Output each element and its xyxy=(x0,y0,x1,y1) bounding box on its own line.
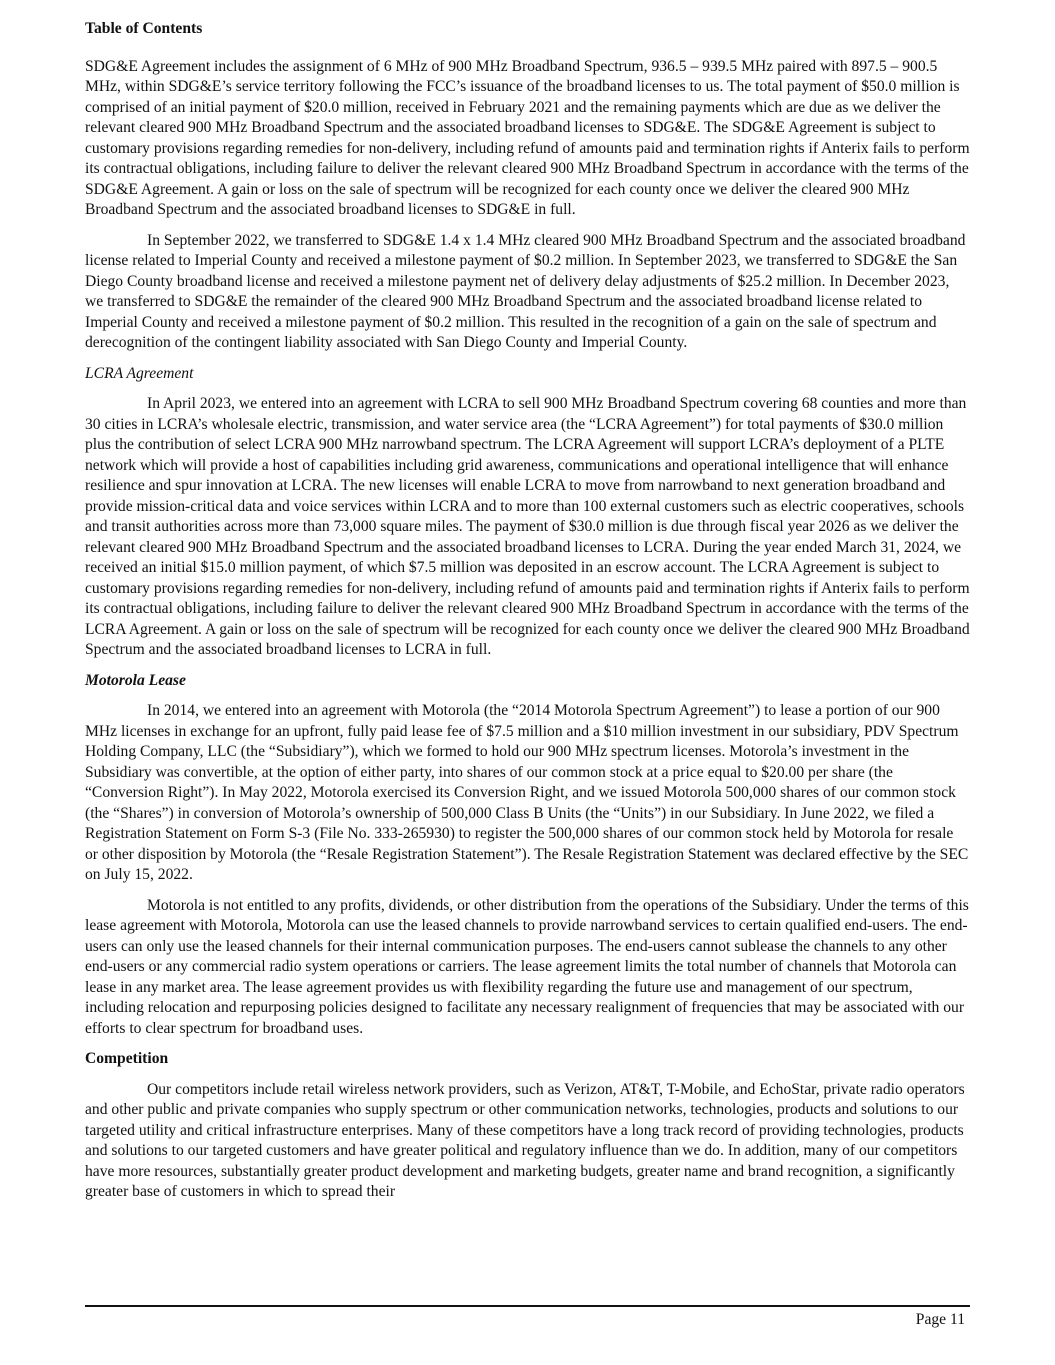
lcra-agreement-heading: LCRA Agreement xyxy=(85,364,194,382)
footer-divider xyxy=(85,1305,970,1307)
page-number: Page 11 xyxy=(915,1311,965,1328)
lcra-agreement-paragraph: In April 2023, we entered into an agreement with LCRA to sell 900 MHz Broadband Spectrum covering 68 counties and more than 30 cities in LCRA’s wholesale electric, transmission, and water service area (the “LCRA Agreement”) for total payments of $30.0 million plus the contribution of select LCRA 900 MHz narrowband spectrum. The LCRA Agreement will support LCRA’s deployment of a PLTE network which will provide a host of capabilities including grid awareness, communications and operational intelligence that will enhance resilience and spur innovation at LCRA. The new licenses will enable LCRA to move from narrowband to next generation broadband and provide mission-critical data and voice services within LCRA and to more than 100 external customers such as electric cooperatives, schools and transit authorities across more than 73,000 square miles. The payment of $30.0 million is due through fiscal year 2026 as we deliver the relevant cleared 900 MHz Broadband Spectrum and the associated broadband licenses to LCRA. During the year ended March 31, 2024, we received an initial $15.0 million payment, of which $7.5 million was deposited in an escrow account. The LCRA Agreement is subject to customary provisions regarding remedies for non-delivery, including refund of amounts paid and termination rights if Anterix fails to perform its contractual obligations, including failure to deliver the relevant cleared 900 MHz Broadband Spectrum in accordance with the terms of the LCRA Agreement. A gain or loss on the sale of spectrum will be recognized for each county once we deliver the cleared 900 MHz Broadband Spectrum and the associated broadband licenses to LCRA in full. xyxy=(85,395,970,658)
document-page xyxy=(85,16,970,1213)
table-of-contents-link[interactable]: Table of Contents xyxy=(85,20,203,37)
competition-heading: Competition xyxy=(85,1050,169,1067)
motorola-lease-paragraph-2: Motorola is not entitled to any profits, dividends, or other distribution from the operations of the Subsidiary. Under the terms of this lease agreement with Motorola, Motorola can use the leased channels to provide narrowband services to certain qualified end-users. The end-users can only use the leased channels for their internal communication purposes. The end-users cannot sublease the channels to any other end-users or any commercial radio system operations or carriers. The lease agreement limits the total number of channels that Motorola can lease in any market area. The lease agreement provides us with flexibility regarding the future use and management of our spectrum, including relocation and repurposing policies designed to facilitate any necessary realignment of frequencies that may be associated with our efforts to clear spectrum for broadband uses. xyxy=(85,896,969,1037)
competition-paragraph: Our competitors include retail wireless network providers, such as Verizon, AT&T, T-Mobile, and EchoStar, private radio operators and other public and private companies who supply spectrum or other communication networks, technologies, products and solutions to our targeted utility and critical infrastructure enterprises. Many of these competitors have a long track record of providing technologies, products and solutions to our targeted customers and have greater political and regulatory influence than we do. In addition, many of our competitors have more resources, substantially greater product development and marketing budgets, greater name and brand recognition, a significantly greater base of customers in which to spread their xyxy=(85,1080,965,1200)
sdge-transfers-paragraph: In September 2022, we transferred to SDG&E 1.4 x 1.4 MHz cleared 900 MHz Broadband Spectrum and the associated broadband license related to Imperial County and received a milestone payment of $0.2 million. In September 2023, we transferred to SDG&E the San Diego County broadband license and received a milestone payment net of delivery delay adjustments of $25.2 million. In December 2023, we transferred to SDG&E the remainder of the cleared 900 MHz Broadband Spectrum and the associated broadband license related to Imperial County and received a milestone payment of $0.2 million. This resulted in the recognition of a gain on the sale of spectrum and derecognition of the contingent liability associated with San Diego County and Imperial County. xyxy=(85,231,966,351)
motorola-lease-paragraph-1: In 2014, we entered into an agreement with Motorola (the “2014 Motorola Spectrum Agreement”) to lease a portion of our 900 MHz licenses in exchange for an upfront, fully paid lease fee of $7.5 million and a $10 million investment in our subsidiary, PDV Spectrum Holding Company, LLC (the “Subsidiary”), which we formed to hold our 900 MHz spectrum licenses. Motorola’s investment in the Subsidiary was convertible, at the option of either party, into shares of our common stock at a price equal to $20.00 per share (the “Conversion Right”). In May 2022, Motorola exercised its Conversion Right, and we issued Motorola 500,000 shares of our common stock (the “Shares”) in conversion of Motorola’s ownership of 500,000 Class B Units (the “Units”) in our Subsidiary. In June 2022, we filed a Registration Statement on Form S-3 (File No. 333-265930) to register the 500,000 shares of our common stock held by Motorola for resale or other disposition by Motorola (the “Resale Registration Statement”). The Resale Registration Statement was declared effective by the SEC on July 15, 2022. xyxy=(85,702,969,883)
motorola-lease-heading: Motorola Lease xyxy=(85,671,186,689)
sdge-intro-paragraph: SDG&E Agreement includes the assignment of 6 MHz of 900 MHz Broadband Spectrum, 936.5 – 939.5 MHz paired with 897.5 – 900.5 MHz, within SDG&E’s service territory following the FCC’s issuance of the broadband licenses to us. The total payment of $50.0 million is comprised of an initial payment of $20.0 million, received in February 2021 and the remaining payments which are due as we deliver the relevant cleared 900 MHz Broadband Spectrum and the associated broadband licenses to SDG&E. The SDG&E Agreement is subject to customary provisions regarding remedies for non-delivery, including refund of amounts paid and termination rights if Anterix fails to perform its contractual obligations, including failure to deliver the relevant cleared 900 MHz Broadband Spectrum in accordance with the terms of the SDG&E Agreement. A gain or loss on the sale of spectrum will be recognized for each county once we deliver the cleared 900 MHz Broadband Spectrum and the associated broadband licenses to SDG&E in full. xyxy=(85,57,970,218)
